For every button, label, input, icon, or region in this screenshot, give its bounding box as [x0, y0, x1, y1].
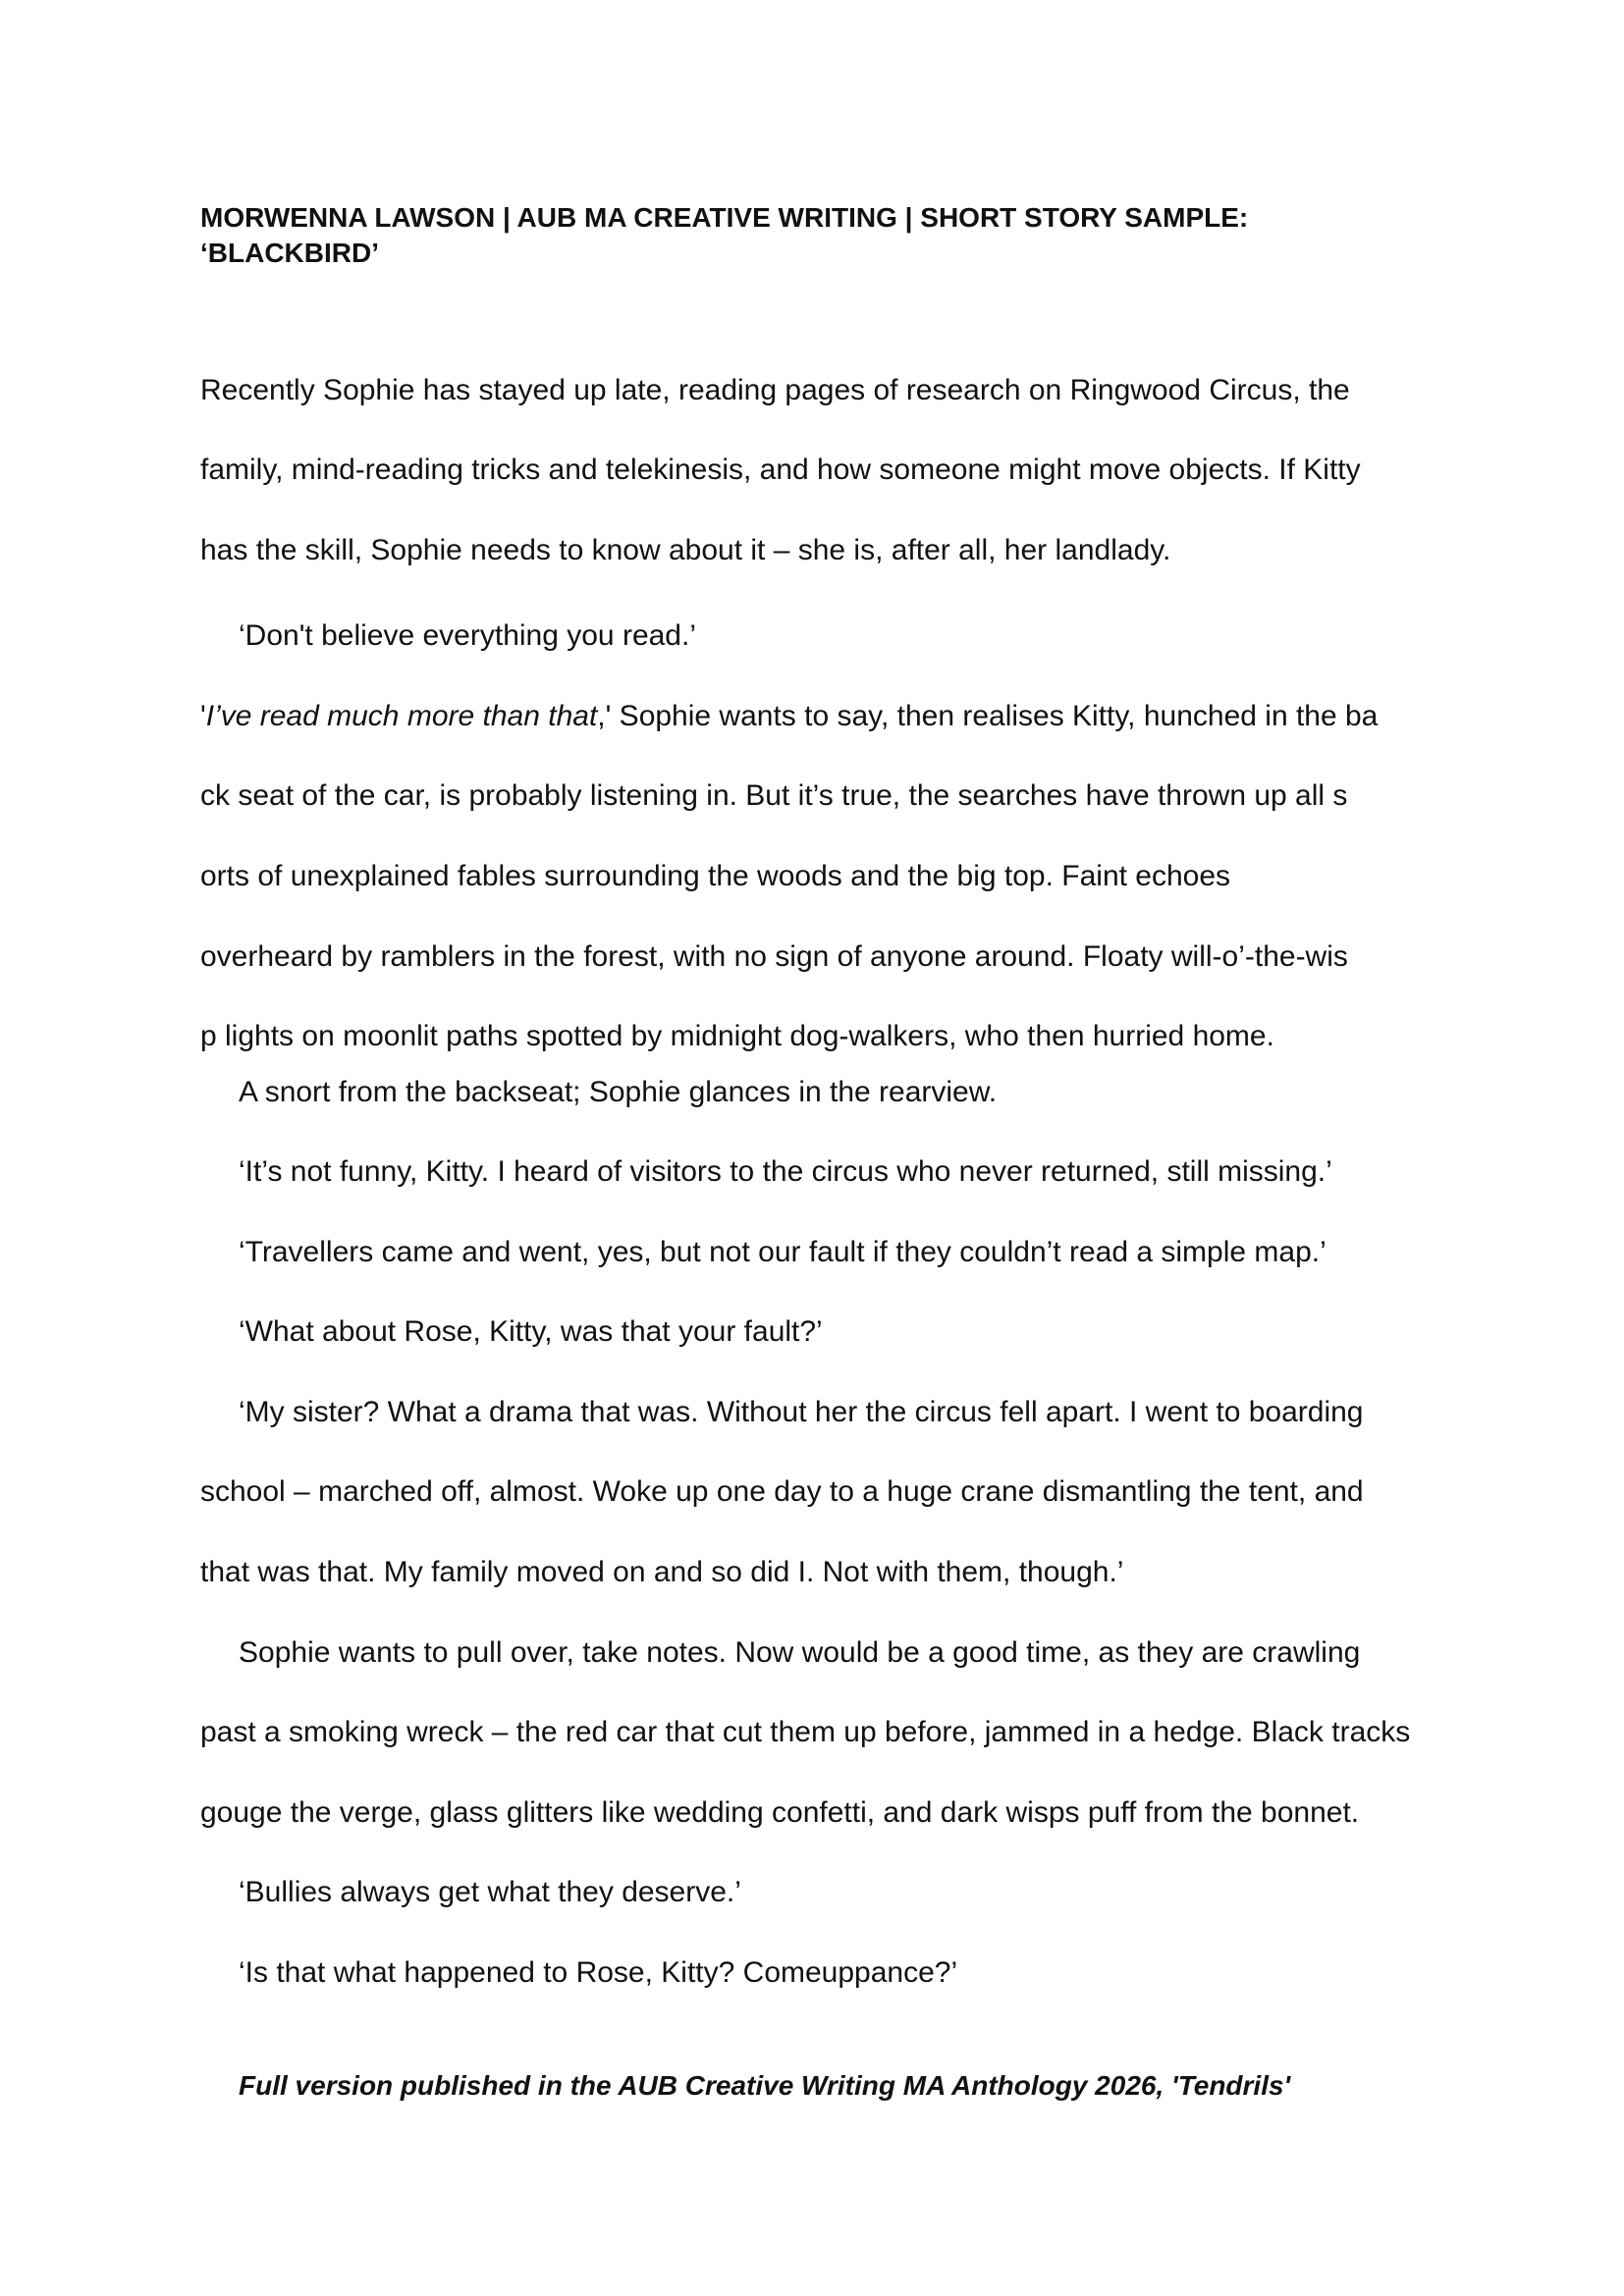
body-line: Recently Sophie has stayed up late, reading pages of research on Ringwood Circus, the	[200, 374, 1350, 406]
publication-note: Full version published in the AUB Creative Writing MA Anthology 2026, 'Tendrils'	[239, 2070, 1291, 2101]
body-line: gouge the verge, glass glitters like wedding confetti, and dark wisps puff from the bonnet.	[200, 1796, 1360, 1829]
document-header	[200, 200, 1428, 271]
body-line: ‘Is that what happened to Rose, Kitty? Comeuppance?’	[239, 1956, 958, 1989]
body-text-segment: ,' Sophie wants to say, then realises Kitty, hunched in the ba	[597, 700, 1379, 732]
body-line: Sophie wants to pull over, take notes. Now would be a good time, as they are crawling	[239, 1636, 1361, 1669]
body-line: family, mind-reading tricks and telekinesis, and how someone might move objects. If Kitty	[200, 454, 1361, 486]
header-line-1: MORWENNA LAWSON | AUB MA CREATIVE WRITING | SHORT STORY SAMPLE:	[200, 202, 1249, 233]
body-line: ‘What about Rose, Kitty, was that your fault?’	[239, 1315, 823, 1348]
body-line: past a smoking wreck – the red car that cut them up before, jammed in a hedge. Black tracks	[200, 1716, 1411, 1748]
body-line: ‘Travellers came and went, yes, but not our fault if they couldn’t read a simple map.’	[239, 1236, 1326, 1268]
italic-phrase: I’ve read much more than that	[205, 700, 598, 732]
body-line: overheard by ramblers in the forest, with no sign of anyone around. Floaty will-o’-the-wis	[200, 940, 1348, 973]
body-line: A snort from the backseat; Sophie glances in the rearview.	[239, 1076, 998, 1108]
body-line: orts of unexplained fables surrounding the woods and the big top. Faint echoes	[200, 860, 1231, 892]
quote-mark: '	[200, 700, 206, 732]
body-line: ‘It’s not funny, Kitty. I heard of visitors to the circus who never returned, still missing.’	[239, 1155, 1332, 1188]
header-line-2: ‘BLACKBIRD’	[200, 238, 379, 268]
body-line: ‘My sister? What a drama that was. Without her the circus fell apart. I went to boarding	[239, 1396, 1364, 1428]
body-line: ck seat of the car, is probably listening in. But it’s true, the searches have thrown up all s	[200, 779, 1348, 812]
body-line-mixed	[200, 699, 1378, 734]
body-line: ‘Bullies always get what they deserve.’	[239, 1876, 741, 1908]
body-line: ‘Don't believe everything you read.’	[239, 619, 696, 652]
body-line: p lights on moonlit paths spotted by midnight dog-walkers, who then hurried home.	[200, 1020, 1274, 1052]
body-line: that was that. My family moved on and so did I. Not with them, though.’	[200, 1556, 1124, 1588]
body-line: has the skill, Sophie needs to know about it – she is, after all, her landlady.	[200, 534, 1171, 566]
body-line: school – marched off, almost. Woke up one day to a huge crane dismantling the tent, and	[200, 1475, 1364, 1508]
